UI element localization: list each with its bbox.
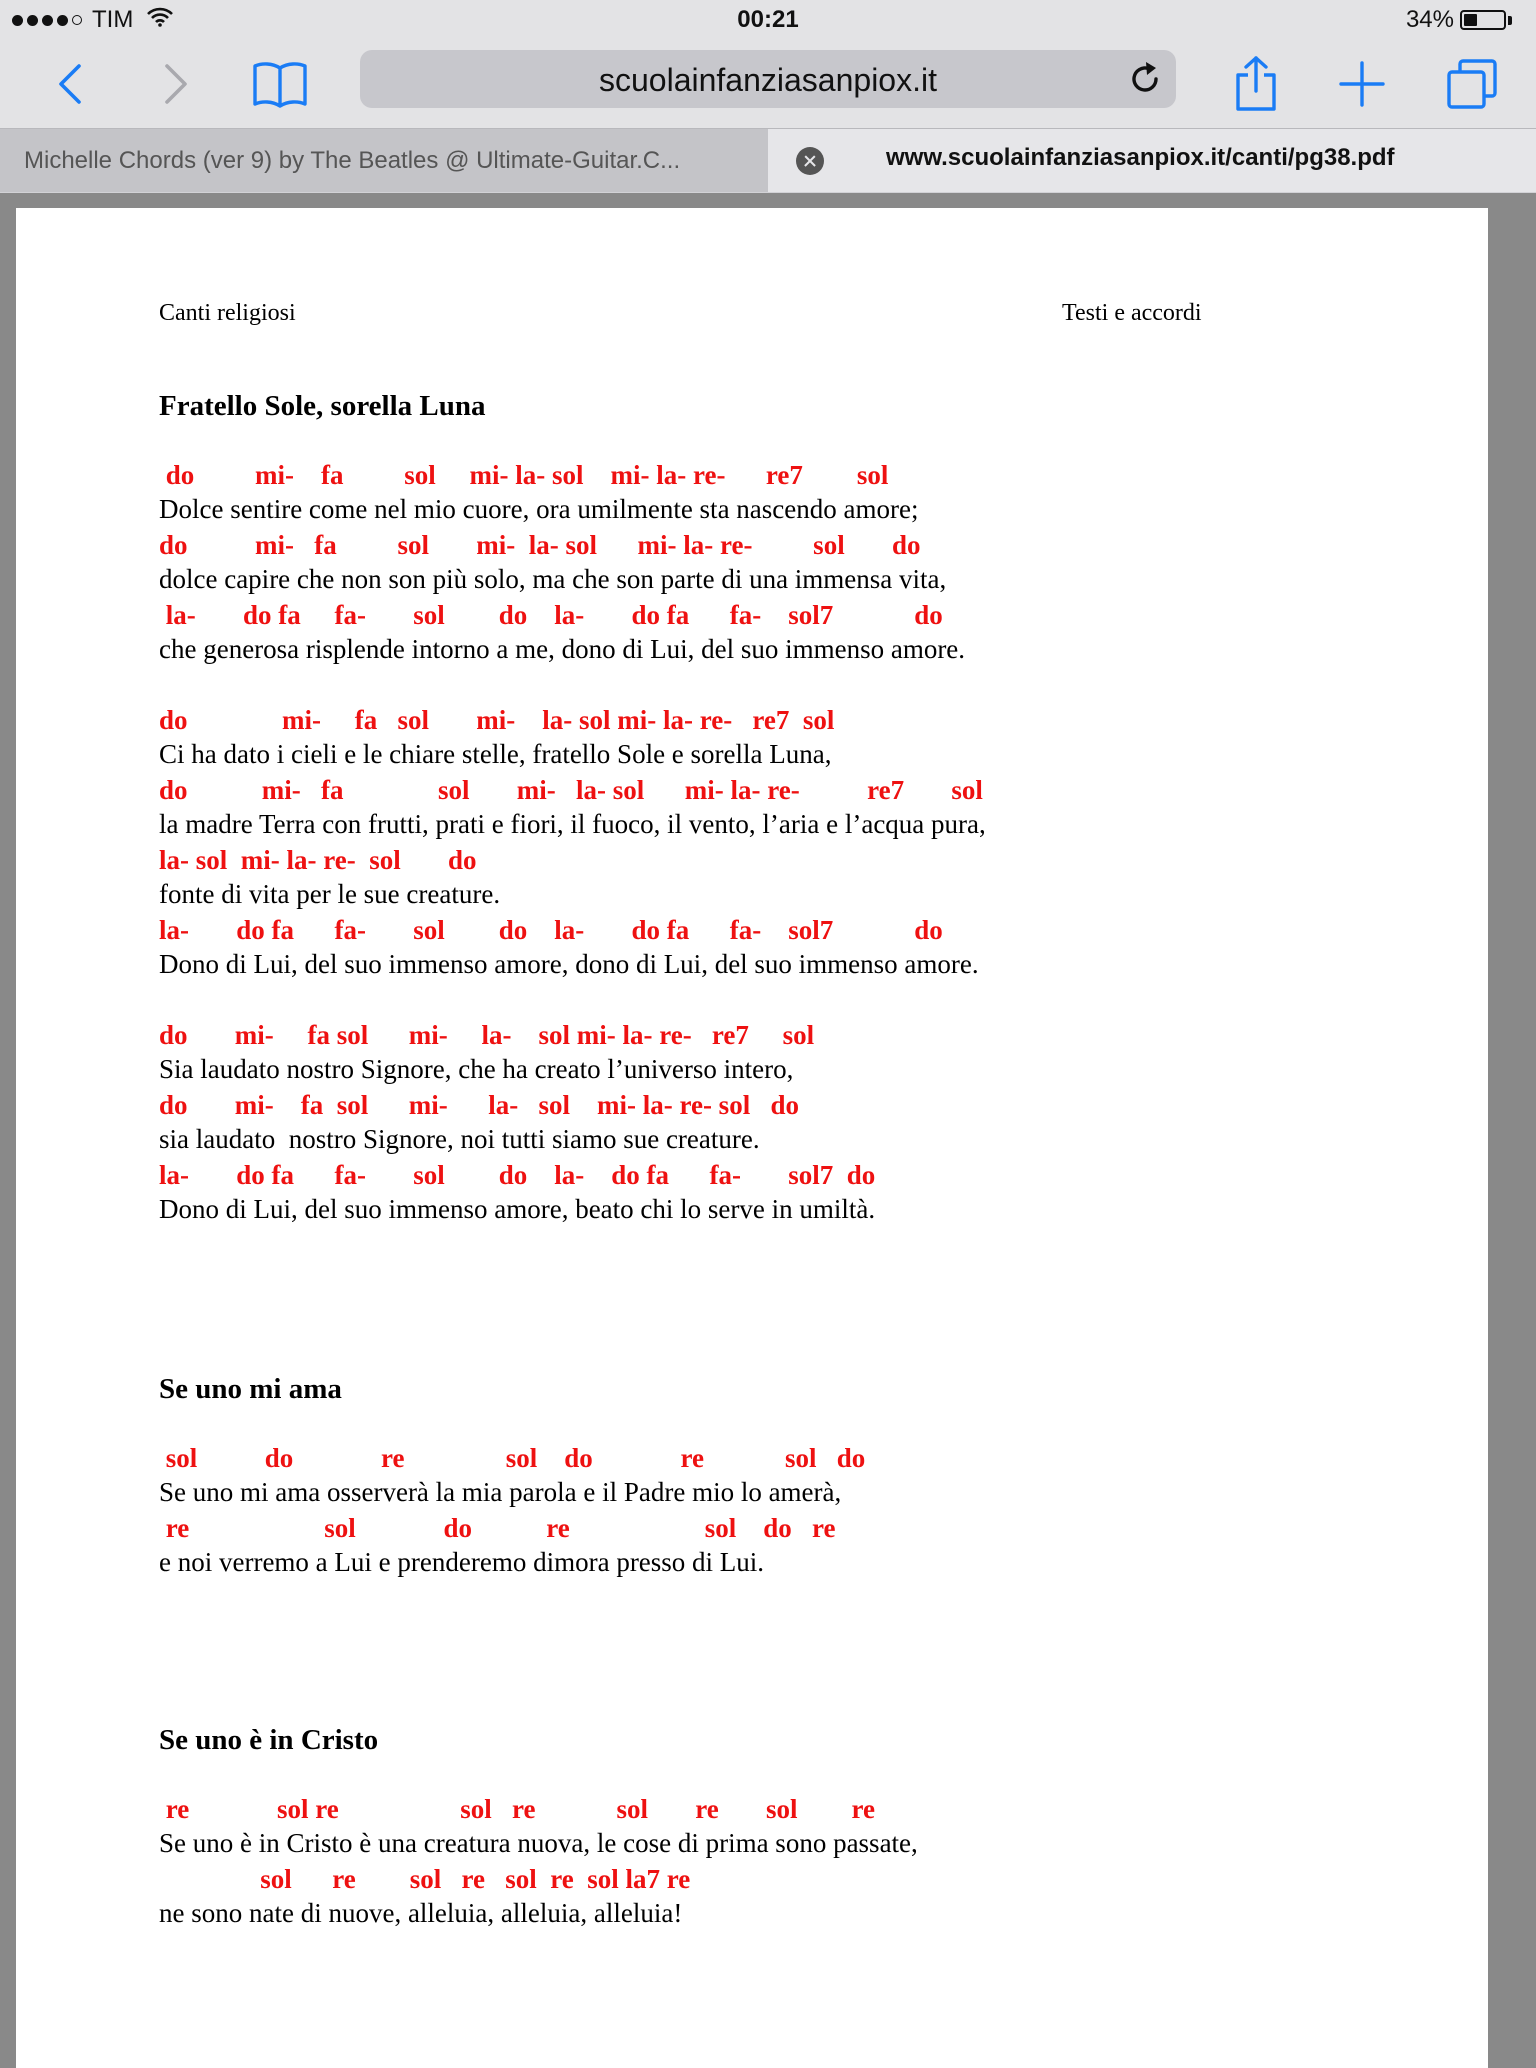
chord-line: la- do fa fa- sol do la- do fa fa- sol7 do <box>159 600 943 630</box>
carrier-name: TIM <box>92 6 134 33</box>
chord-line: re sol re sol re sol re sol re <box>159 1794 875 1824</box>
song-title: Se uno mi ama <box>159 1373 342 1405</box>
chord-line: sol re sol re sol re sol la7 re <box>159 1864 691 1894</box>
page-header-left: Canti religiosi <box>159 300 296 326</box>
chevron-left-icon <box>55 62 85 106</box>
back-button[interactable] <box>38 52 102 116</box>
lyric-line: sia laudato nostro Signore, noi tutti siamo sue creature. <box>159 1124 760 1154</box>
chord-line: do mi- fa sol mi- la- sol mi- la- re- re7 sol <box>159 705 835 735</box>
lyric-line: la madre Terra con frutti, prati e fiori, il fuoco, il vento, l’aria e l’acqua pura, <box>159 809 986 839</box>
share-button[interactable] <box>1224 52 1288 116</box>
chord-line: la- do fa fa- sol do la- do fa fa- sol7 do <box>159 915 943 945</box>
lyric-line: Ci ha dato i cieli e le chiare stelle, fratello Sole e sorella Luna, <box>159 739 832 769</box>
chord-line: do mi- fa sol mi- la- sol mi- la- re- sol do <box>159 530 921 560</box>
lyric-line: ne sono nate di nuove, alleluia, alleluia, alleluia! <box>159 1898 683 1928</box>
chord-line: do mi- fa sol mi- la- sol mi- la- re- sol do <box>159 1090 799 1120</box>
status-bar <box>0 0 1536 40</box>
lyric-line: che generosa risplende intorno a me, dono di Lui, del suo immenso amore. <box>159 634 966 664</box>
lyric-line: Sia laudato nostro Signore, che ha creato l’universo intero, <box>159 1054 794 1084</box>
tab-label: www.scuolainfanziasanpiox.it/canti/pg38.pdf <box>886 144 1395 171</box>
battery-icon <box>1460 10 1506 30</box>
tab-label: Michelle Chords (ver 9) by The Beatles @ Ultimate-Guitar.C... <box>24 146 681 174</box>
new-tab-button[interactable] <box>1330 52 1394 116</box>
book-icon <box>252 60 308 108</box>
song-title: Fratello Sole, sorella Luna <box>159 390 486 422</box>
lyric-line: Se uno mi ama osserverà la mia parola e il Padre mio lo amerà, <box>159 1477 842 1507</box>
chord-line: sol do re sol do re sol do <box>159 1443 866 1473</box>
battery-percentage: 34% <box>1405 6 1454 33</box>
clock: 00:21 <box>737 6 799 33</box>
browser-toolbar <box>0 40 1536 128</box>
tab-ultimate-guitar[interactable] <box>0 129 768 192</box>
lyric-line: Se uno è in Cristo è una creatura nuova, le cose di prima sono passate, <box>159 1828 918 1858</box>
lyric-line: fonte di vita per le sue creature. <box>159 879 501 909</box>
tab-pdf[interactable] <box>768 129 1536 192</box>
pdf-page <box>16 208 1488 2068</box>
reload-icon <box>1126 60 1164 98</box>
address-bar[interactable] <box>360 50 1176 108</box>
chord-line: la- do fa fa- sol do la- do fa fa- sol7 do <box>159 1160 876 1190</box>
tabs-icon <box>1446 58 1498 110</box>
lyric-line: e noi verremo a Lui e prenderemo dimora presso di Lui. <box>159 1547 765 1577</box>
lyric-line: Dono di Lui, del suo immenso amore, dono di Lui, del suo immenso amore. <box>159 949 979 979</box>
chevron-right-icon <box>161 62 191 106</box>
lyric-line: Dono di Lui, del suo immenso amore, beato chi lo serve in umiltà. <box>159 1194 876 1224</box>
plus-icon <box>1339 61 1385 107</box>
chord-line: do mi- fa sol mi- la- sol mi- la- re- re7 sol <box>159 460 889 490</box>
bookmarks-button[interactable] <box>248 52 312 116</box>
share-icon <box>1234 55 1278 113</box>
tab-bar <box>0 128 1536 193</box>
chord-line: la- sol mi- la- re- sol do <box>159 845 477 875</box>
url-text: scuolainfanziasanpiox.it <box>599 62 937 98</box>
tabs-overview-button[interactable] <box>1440 52 1504 116</box>
battery-tip <box>1508 16 1512 25</box>
lyric-line: dolce capire che non son più solo, ma che son parte di una immensa vita, <box>159 564 947 594</box>
page-header-right: Testi e accordi <box>1062 300 1202 326</box>
forward-button[interactable] <box>144 52 208 116</box>
chord-line: do mi- fa sol mi- la- sol mi- la- re- re7 sol <box>159 775 983 805</box>
close-icon[interactable] <box>796 147 824 175</box>
battery-area <box>1406 6 1512 34</box>
battery-fill <box>1464 14 1477 26</box>
chord-line: do mi- fa sol mi- la- sol mi- la- re- re7 sol <box>159 1020 815 1050</box>
song-title: Se uno è in Cristo <box>159 1724 379 1756</box>
reload-button[interactable] <box>1126 60 1164 98</box>
chord-line: re sol do re sol do re <box>159 1513 836 1543</box>
lyric-line: Dolce sentire come nel mio cuore, ora umilmente sta nascendo amore; <box>159 494 919 524</box>
